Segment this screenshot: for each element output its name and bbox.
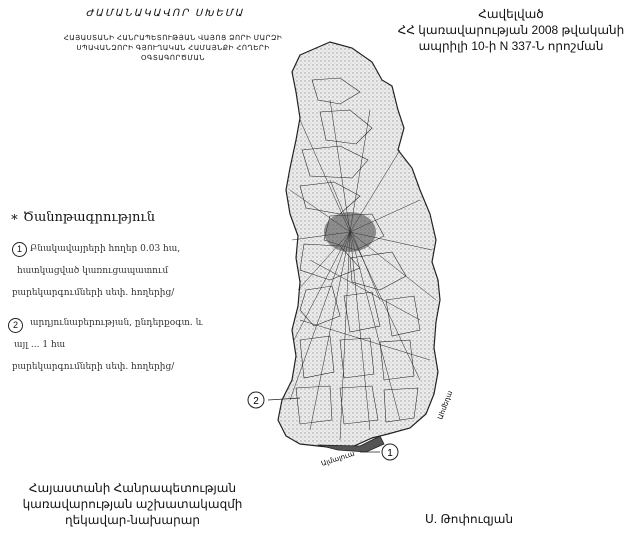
appendix-line: ՀՀ կառավարության 2008 թվականի [397, 23, 625, 37]
village-cluster [324, 212, 376, 252]
legend-line: հատկացված կառուցապատում [17, 266, 169, 276]
appendix-line: ապրիլի 10-ի N 337-Ն որոշման [418, 39, 604, 53]
appendix-line: Հավելված [478, 7, 544, 21]
legend-heading: ∗ Ծանոթագրություն [10, 210, 156, 225]
legend-marker-2: 2 [8, 318, 23, 333]
footer-line: ղեկավար-նախարար [64, 513, 201, 527]
map-place-label: Ալմալուա [320, 450, 356, 468]
schema-subtitle: ՀԱՅԱՍՏԱՆԻ ՀԱՆՐԱՊԵՏՈՒԹՅԱՆ ՎԱՅՈՑ ՁՈՐԻ ՄԱՐԶԻ ՍՊԱՎԱՆԶՈՐԻ ԳՅՈՒՂԱԿԱՆ ՀԱՄԱՅՆՔԻ ՀՈՂԵՐԻ ՕԳՏԱԳՈՐԾՄԱՆ [63, 35, 283, 62]
map-marker-1-label: 1 [387, 448, 393, 459]
signatory-position [15, 480, 250, 528]
footer-line: կառավարության աշխատակազմի [22, 497, 243, 511]
schema-title: ԺԱՄԱՆԱԿԱՎՈՐ ՍԽԵՄԱ [85, 8, 245, 19]
legend-line: բարեկարգումների սեփ. հողերից/ [12, 362, 175, 372]
footer-line: Հայաստանի Հանրապետության [28, 481, 237, 495]
legend-line: բարեկարգումների սեփ. հողերից/ [12, 288, 175, 298]
legend-line: արդյունաբերության, ընդերքօգտ. և [30, 318, 203, 328]
legend-line: Բնակավայրերի հողեր 0.03 հա, [30, 244, 181, 254]
map-place-label: Ահմեդա [437, 389, 455, 421]
legend-marker-1: 1 [12, 242, 27, 257]
signatory-name: Ս. Թոփուզյան [425, 512, 514, 526]
legend-line: այլ ... 1 հա [14, 340, 66, 350]
map-marker-2-label: 2 [253, 396, 259, 407]
